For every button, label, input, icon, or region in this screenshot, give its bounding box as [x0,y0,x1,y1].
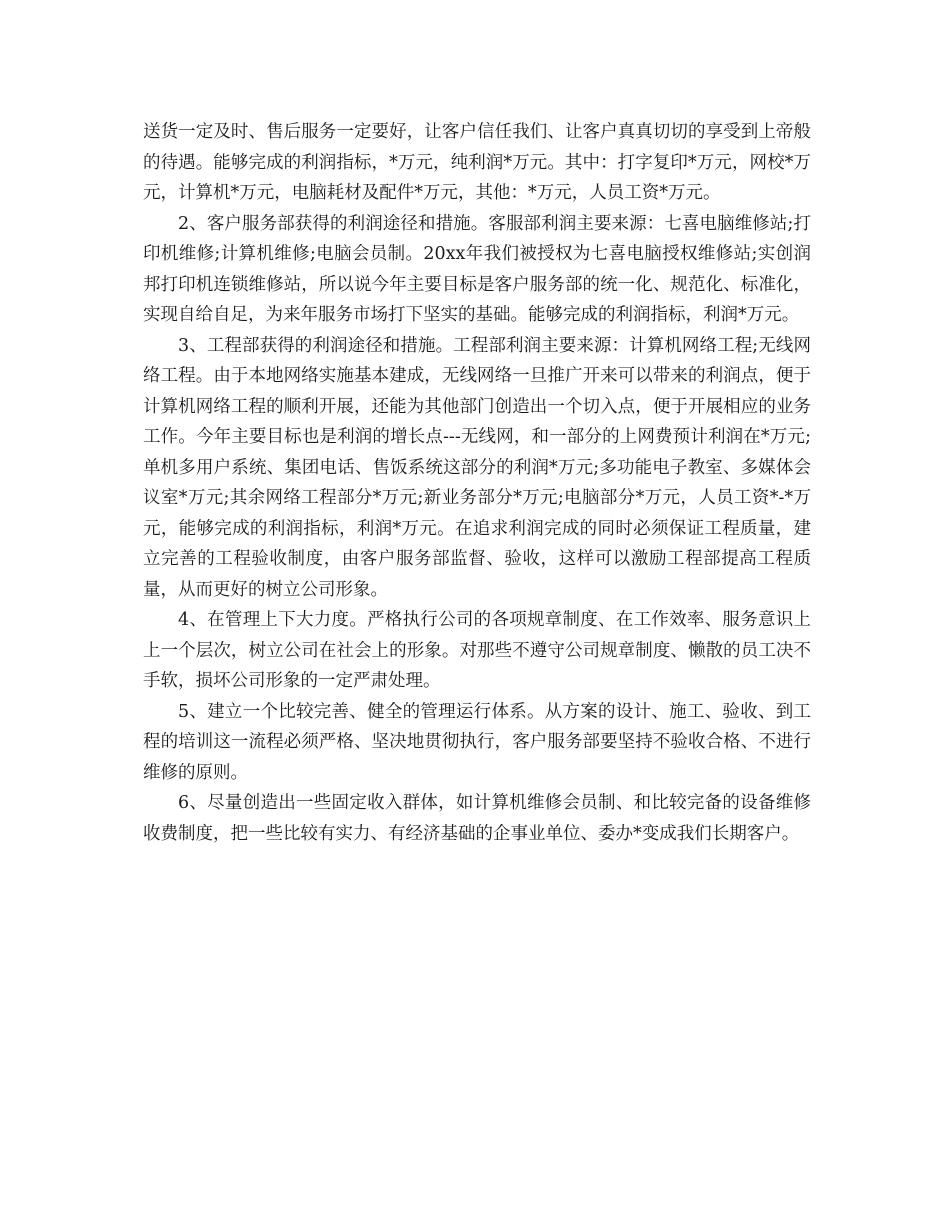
paragraph-item-6: 6、尽量创造出一些固定收入群体，如计算机维修会员制、和比较完备的设备维修收费制度，把一些比较有实力、有经济基础的企事业单位、委办*变成我们长期客户。 [143,793,811,844]
paragraph-item-2: 2、客户服务部获得的利润途径和措施。客服部利润主要来源：七喜电脑维修站;打印机维修;计算机维修;电脑会员制。20xx年我们被授权为七喜电脑授权维修站;实创润邦打印机连锁维修站，所以说今年主要目标是客户服务部的统一化、规范化、标准化，实现自给自足，为来年服务市场打下坚实的基础。能够完成的利润指标，利润*万元。 [143,213,811,325]
document-body [143,117,811,849]
paragraph-continuation: 送货一定及时、售后服务一定要好，让客户信任我们、让客户真真切切的享受到上帝般的待遇。能够完成的利润指标，*万元，纯利润*万元。其中：打字复印*万元，网校*万元，计算机*万元，电脑耗材及配件*万元，其他：*万元，人员工资*万元。 [143,122,811,203]
paragraph-item-4: 4、在管理上下大力度。严格执行公司的各项规章制度、在工作效率、服务意识上上一个层次，树立公司在社会上的形象。对那些不遵守公司规章制度、懒散的员工决不手软，损坏公司形象的一定严肃处理。 [143,610,811,691]
paragraph-item-3: 3、工程部获得的利润途径和措施。工程部利润主要来源：计算机网络工程;无线网络工程。由于本地网络实施基本建成，无线网络一旦推广开来可以带来的利润点，便于计算机网络工程的顺利开展，还能为其他部门创造出一个切入点，便于开展相应的业务工作。今年主要目标也是利润的增长点---无线网，和一部分的上网费预计利润在*万元;单机多用户系统、集团电话、售饭系统这部分的利润*万元;多功能电子教室、多媒体会议室*万元;其余网络工程部分*万元;新业务部分*万元;电脑部分*万元，人员工资*-*万元，能够完成的利润指标，利润*万元。在追求利润完成的同时必须保证工程质量，建立完善的工程验收制度，由客户服务部监督、验收，这样可以激励工程部提高工程质量，从而更好的树立公司形象。 [143,335,811,600]
paragraph-item-5: 5、建立一个比较完善、健全的管理运行体系。从方案的设计、施工、验收、到工程的培训这一流程必须严格、坚决地贯彻执行，客户服务部要坚持不验收合格、不进行维修的原则。 [143,701,811,783]
